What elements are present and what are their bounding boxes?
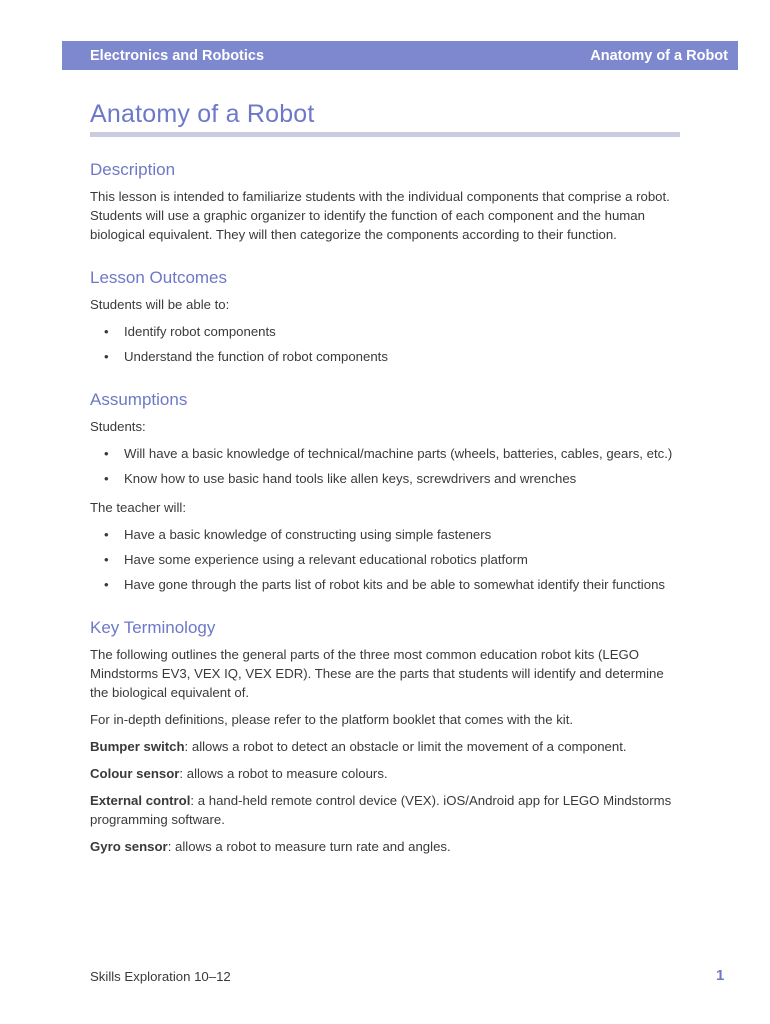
term-definition <box>90 791 680 829</box>
description-section <box>90 160 680 244</box>
term-definition <box>90 764 680 783</box>
description-text: This lesson is intended to familiarize students with the individual components that comprise a robot. Students will use a graphic organizer to identify the function of each component and the human biological equivalent. They will then categorize the components according to their function. <box>90 189 670 242</box>
main-content <box>90 160 680 880</box>
terminology-note: For in-depth definitions, please refer to the platform booklet that comes with the kit. <box>90 712 574 727</box>
list-item: • Have some experience using a relevant educational robotics platform <box>90 550 680 569</box>
assumptions-section <box>90 390 680 594</box>
term-definition <box>90 737 680 756</box>
list-item: • Have gone through the parts list of robot kits and be able to somewhat identify their functions <box>90 575 680 594</box>
term-name: Bumper switch <box>90 739 185 754</box>
term-name: Colour sensor <box>90 766 180 781</box>
outcomes-heading: Lesson Outcomes <box>90 268 228 287</box>
assumptions-heading: Assumptions <box>90 390 188 409</box>
list-item: • Have a basic knowledge of constructing using simple fasteners <box>90 525 680 544</box>
list-item: • Know how to use basic hand tools like allen keys, screwdrivers and wrenches <box>90 469 680 488</box>
term-name: External control <box>90 793 191 808</box>
term-name: Gyro sensor <box>90 839 168 854</box>
outcomes-intro: Students will be able to: <box>90 297 230 312</box>
page-title: Anatomy of a Robot <box>90 100 315 128</box>
list-item: • Identify robot components <box>90 322 680 341</box>
term-description: : a hand-held remote control device (VEX). iOS/Android app for LEGO Mindstorms programming software. <box>90 793 672 827</box>
students-list <box>90 444 680 488</box>
term-description: : allows a robot to measure turn rate and angles. <box>167 839 451 854</box>
teacher-list <box>90 525 680 594</box>
outcomes-section <box>90 268 680 366</box>
list-item: • Will have a basic knowledge of technical/machine parts (wheels, batteries, cables, gears, etc.) <box>90 444 680 463</box>
running-header <box>62 41 738 70</box>
students-label: Students: <box>90 419 146 434</box>
terminology-heading: Key Terminology <box>90 618 216 637</box>
description-heading: Description <box>90 160 176 179</box>
title-divider <box>90 132 680 137</box>
header-course-title: Electronics and Robotics <box>90 47 265 64</box>
footer-course: Skills Exploration 10–12 <box>90 969 231 984</box>
term-definition <box>90 837 680 856</box>
list-item: • Understand the function of robot components <box>90 347 680 366</box>
terminology-section <box>90 618 680 856</box>
terminology-intro: The following outlines the general parts of the three most common education robot kits (LEGO Mindstorms EV3, VEX IQ, VEX EDR). These are the parts that students will identify and determine the biological equivalent of. <box>90 647 664 700</box>
page-number: 1 <box>716 967 725 984</box>
outcomes-list <box>90 322 680 366</box>
term-description: : allows a robot to detect an obstacle or limit the movement of a component. <box>184 739 627 754</box>
header-lesson-title: Anatomy of a Robot <box>590 47 728 64</box>
teacher-label: The teacher will: <box>90 500 187 515</box>
term-description: : allows a robot to measure colours. <box>179 766 388 781</box>
